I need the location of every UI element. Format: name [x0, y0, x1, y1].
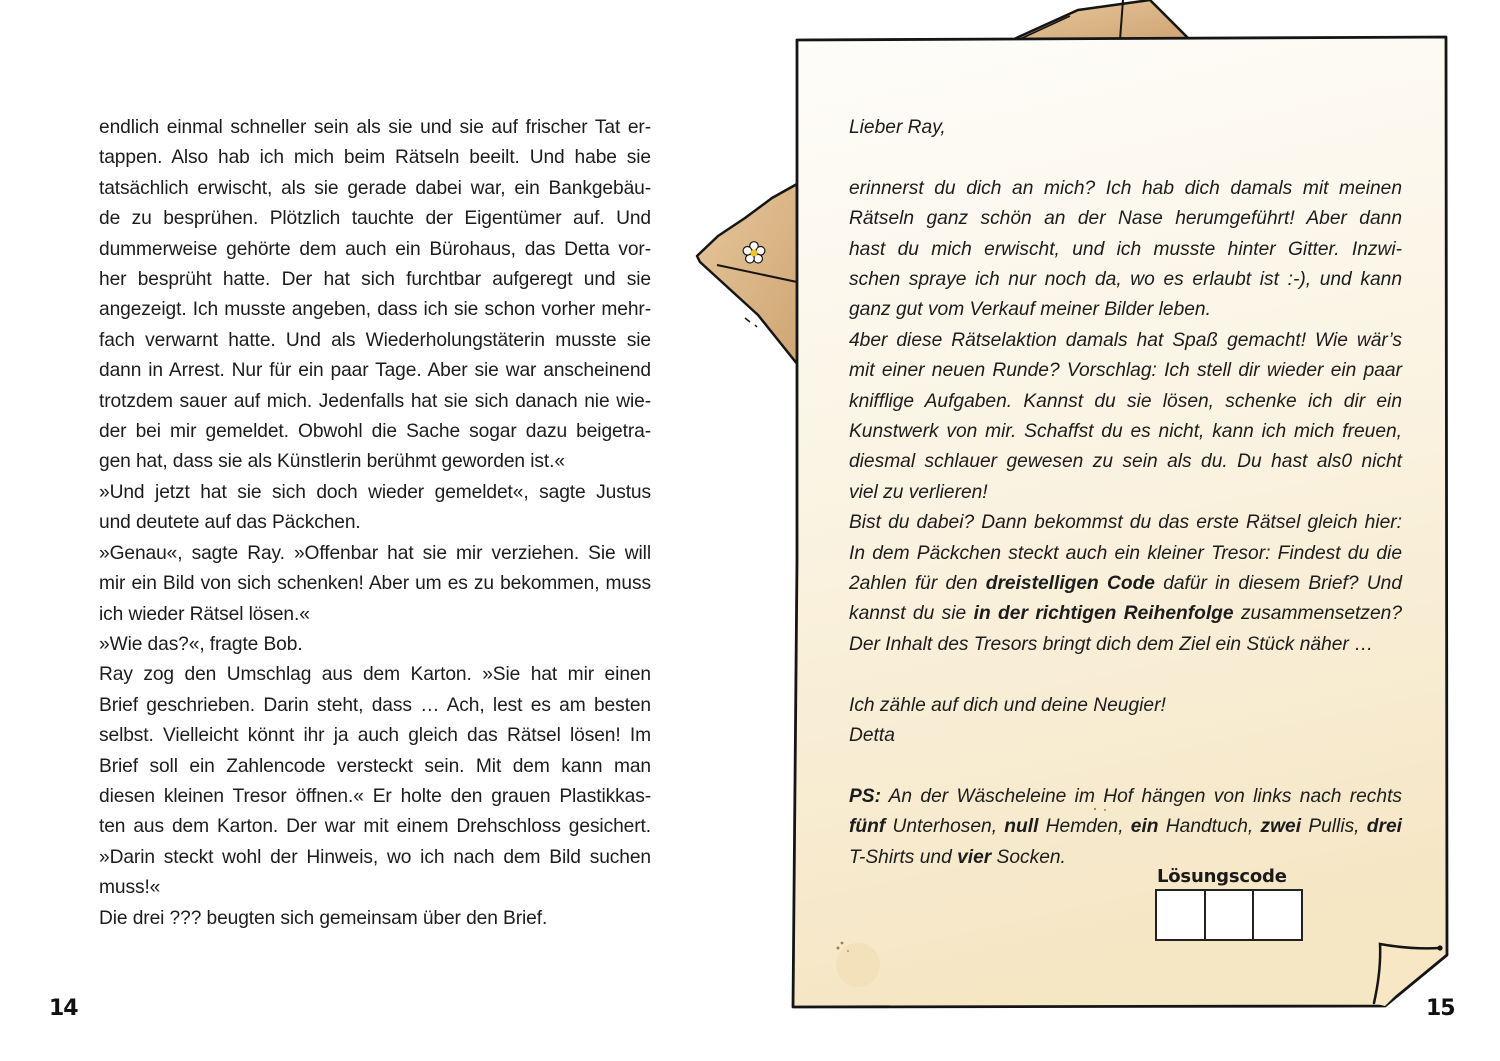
left-page-text [99, 113, 651, 934]
letter-line: Rätseln ganz schön an der Nase herumgeführt! Aber dann [849, 208, 1402, 230]
count-bold: zwei [1260, 816, 1302, 838]
text-line: trotzdem sauer auf mich. Jedenfalls hat sie sich danach nie wie- [99, 390, 651, 412]
letter-line: erinnerst du dich an mich? Ich hab dich damals mit meinen [849, 177, 1402, 199]
text-line: und deutete auf das Päckchen. [99, 512, 361, 534]
letter-line: In dem Päckchen steckt auch ein kleiner Tresor: Findest du die [849, 542, 1402, 564]
letter-line: Bist du dabei? Dann bekommst du das erste Rätsel gleich hier: [849, 512, 1402, 534]
solution-code [1155, 866, 1303, 941]
text-line: Brief soll ein Zahlencode versteckt sein. Mit dem kann man [99, 755, 651, 777]
letter-line: viel zu verlieren! [849, 481, 988, 503]
text-span: T-Shirts und [849, 846, 958, 868]
text-span: dafür in diesem Brief? Und [1154, 573, 1402, 595]
text-span: kannst du sie [849, 603, 974, 625]
solution-code-boxes [1155, 889, 1303, 941]
text-line: endlich einmal schneller sein als sie und sie auf frischer Tat er- [99, 117, 651, 138]
count-bold: drei [1366, 816, 1402, 838]
solution-code-label: Lösungscode [1157, 866, 1287, 887]
text-line: ich wieder Rätsel lösen.« [99, 603, 310, 625]
letter-line-code [849, 569, 1402, 599]
text-line: ten aus dem Karton. Der war mit einem Drehschloss gesichert. [99, 816, 651, 838]
envelope-top-icon [1012, 0, 1190, 40]
text-line: mir ein Bild von sich schenken! Aber um es zu bekommen, muss [99, 573, 651, 595]
text-line: angezeigt. Ich musste angeben, dass ich sie schon vorher mehr- [99, 299, 651, 321]
text-line: dummerweise gehörte dem auch ein Bürohaus, das Detta vor- [99, 238, 651, 260]
text-line: selbst. Vielleicht könnt ihr ja auch gleich das Rätsel lösen! Im [99, 725, 651, 747]
text-span: zusammensetzen? [1233, 603, 1402, 625]
ps-items-line [849, 812, 1402, 842]
letter-line: schen spraye ich nur noch da, wo es erlaubt ist :-), und kann [849, 269, 1402, 291]
count-bold: ein [1130, 816, 1159, 838]
ps-line [849, 782, 1402, 812]
letter-signoff: Ich zähle auf dich und deine Neugier! [849, 694, 1166, 716]
letter-line-order [849, 599, 1402, 629]
text-line: de zu besprühen. Plötzlich tauchte der Eigentümer auf. Und [99, 208, 651, 230]
blank-line [849, 660, 1402, 690]
text-line: »Genau«, sagte Ray. »Offenbar hat sie mir verziehen. Sie will [99, 542, 651, 564]
text-line: tatsächlich erwischt, als sie gerade dabei war, ein Bankgebäu- [99, 177, 651, 199]
letter-line: diesmal schlauer gewesen zu sein als du. Du hast als0 nicht [849, 451, 1402, 473]
letter-line: Der Inhalt des Tresors bringt dich dem Ziel ein Stück näher … [849, 633, 1374, 655]
text-line: dann in Arrest. Nur für ein paar Tage. Aber sie war anscheinend [99, 360, 651, 382]
count-bold: vier [957, 846, 992, 868]
code-digit-box-2[interactable] [1206, 891, 1255, 939]
envelope-left-icon [697, 184, 798, 365]
text-line: fach verwarnt hatte. Und als Wiederholungstäterin musste sie [99, 329, 651, 351]
text-line: diesen kleinen Tresor öffnen.« Er holte den grauen Plastikkas- [99, 785, 651, 807]
text-line: muss!« [99, 877, 161, 899]
letter-text [849, 113, 1402, 873]
code-digit-box-3[interactable] [1254, 891, 1301, 939]
text-line: gen hat, dass sie als Künstlerin berühmt geworden ist.« [99, 451, 565, 473]
emphasis-code: dreistelligen Code [985, 573, 1155, 595]
text-line: tappen. Also hab ich mich beim Rätseln beeilt. Und habe sie [99, 147, 651, 169]
count-bold: null [1004, 816, 1039, 838]
text-line: »Wie das?«, fragte Bob. [99, 633, 303, 655]
letter-line: ganz gut vom Verkauf meiner Bilder leben. [849, 299, 1211, 321]
ps-last-line [849, 843, 1402, 873]
letter-line: 4ber diese Rätselaktion damals hat Spaß gemacht! Wie wär’s [849, 329, 1402, 351]
letter-greeting: Lieber Ray, [849, 117, 946, 138]
letter-line: hast du mich erwischt, und ich musste hinter Gitter. Inzwi- [849, 238, 1402, 260]
letter-line: knifflige Aufgaben. Kannst du sie lösen, schenke ich dir ein [849, 390, 1402, 412]
count-bold: fünf [849, 816, 886, 838]
page-number-right: 15 [1426, 996, 1455, 1021]
text-line: Brief geschrieben. Darin steht, dass … Ach, lest es am besten [99, 694, 651, 716]
letter-line: mit einer neuen Runde? Vorschlag: Ich stell dir wieder ein paar [849, 360, 1402, 382]
letter-line: Kunstwerk von mir. Schaffst du es nicht, kann ich mich freuen, [849, 421, 1402, 443]
text-line: Ray zog den Umschlag aus dem Karton. »Sie hat mir einen [99, 664, 651, 686]
text-span: Handtuch, [1158, 816, 1261, 838]
letter-signature: Detta [849, 725, 895, 747]
text-span: An der Wäscheleine im Hof hängen von links nach rechts [881, 785, 1402, 807]
text-line: »Und jetzt hat sie sich doch wieder gemeldet«, sagte Justus [99, 481, 651, 503]
text-span: Unterhosen, [885, 816, 1005, 838]
text-span: 2ahlen für den [849, 573, 986, 595]
text-span: Pullis, [1301, 816, 1367, 838]
text-line: der bei mir gemeldet. Obwohl die Sache sogar dazu beigetra- [99, 421, 651, 443]
page-number-left: 14 [49, 996, 78, 1021]
code-digit-box-1[interactable] [1157, 891, 1206, 939]
text-line: Die drei ??? beugten sich gemeinsam über den Brief. [99, 907, 548, 929]
text-line: »Darin steckt wohl der Hinweis, wo ich nach dem Bild suchen [99, 846, 651, 868]
blank-line [849, 143, 1402, 173]
text-line: her besprüht hatte. Der hat sich furchtbar aufgeregt und sie [99, 269, 651, 291]
emphasis-order: in der richtigen Reihenfolge [973, 603, 1234, 625]
blank-line [849, 752, 1402, 782]
text-span: Hemden, [1038, 816, 1131, 838]
text-span: Socken. [991, 846, 1066, 868]
ps-label: PS: [849, 785, 881, 807]
